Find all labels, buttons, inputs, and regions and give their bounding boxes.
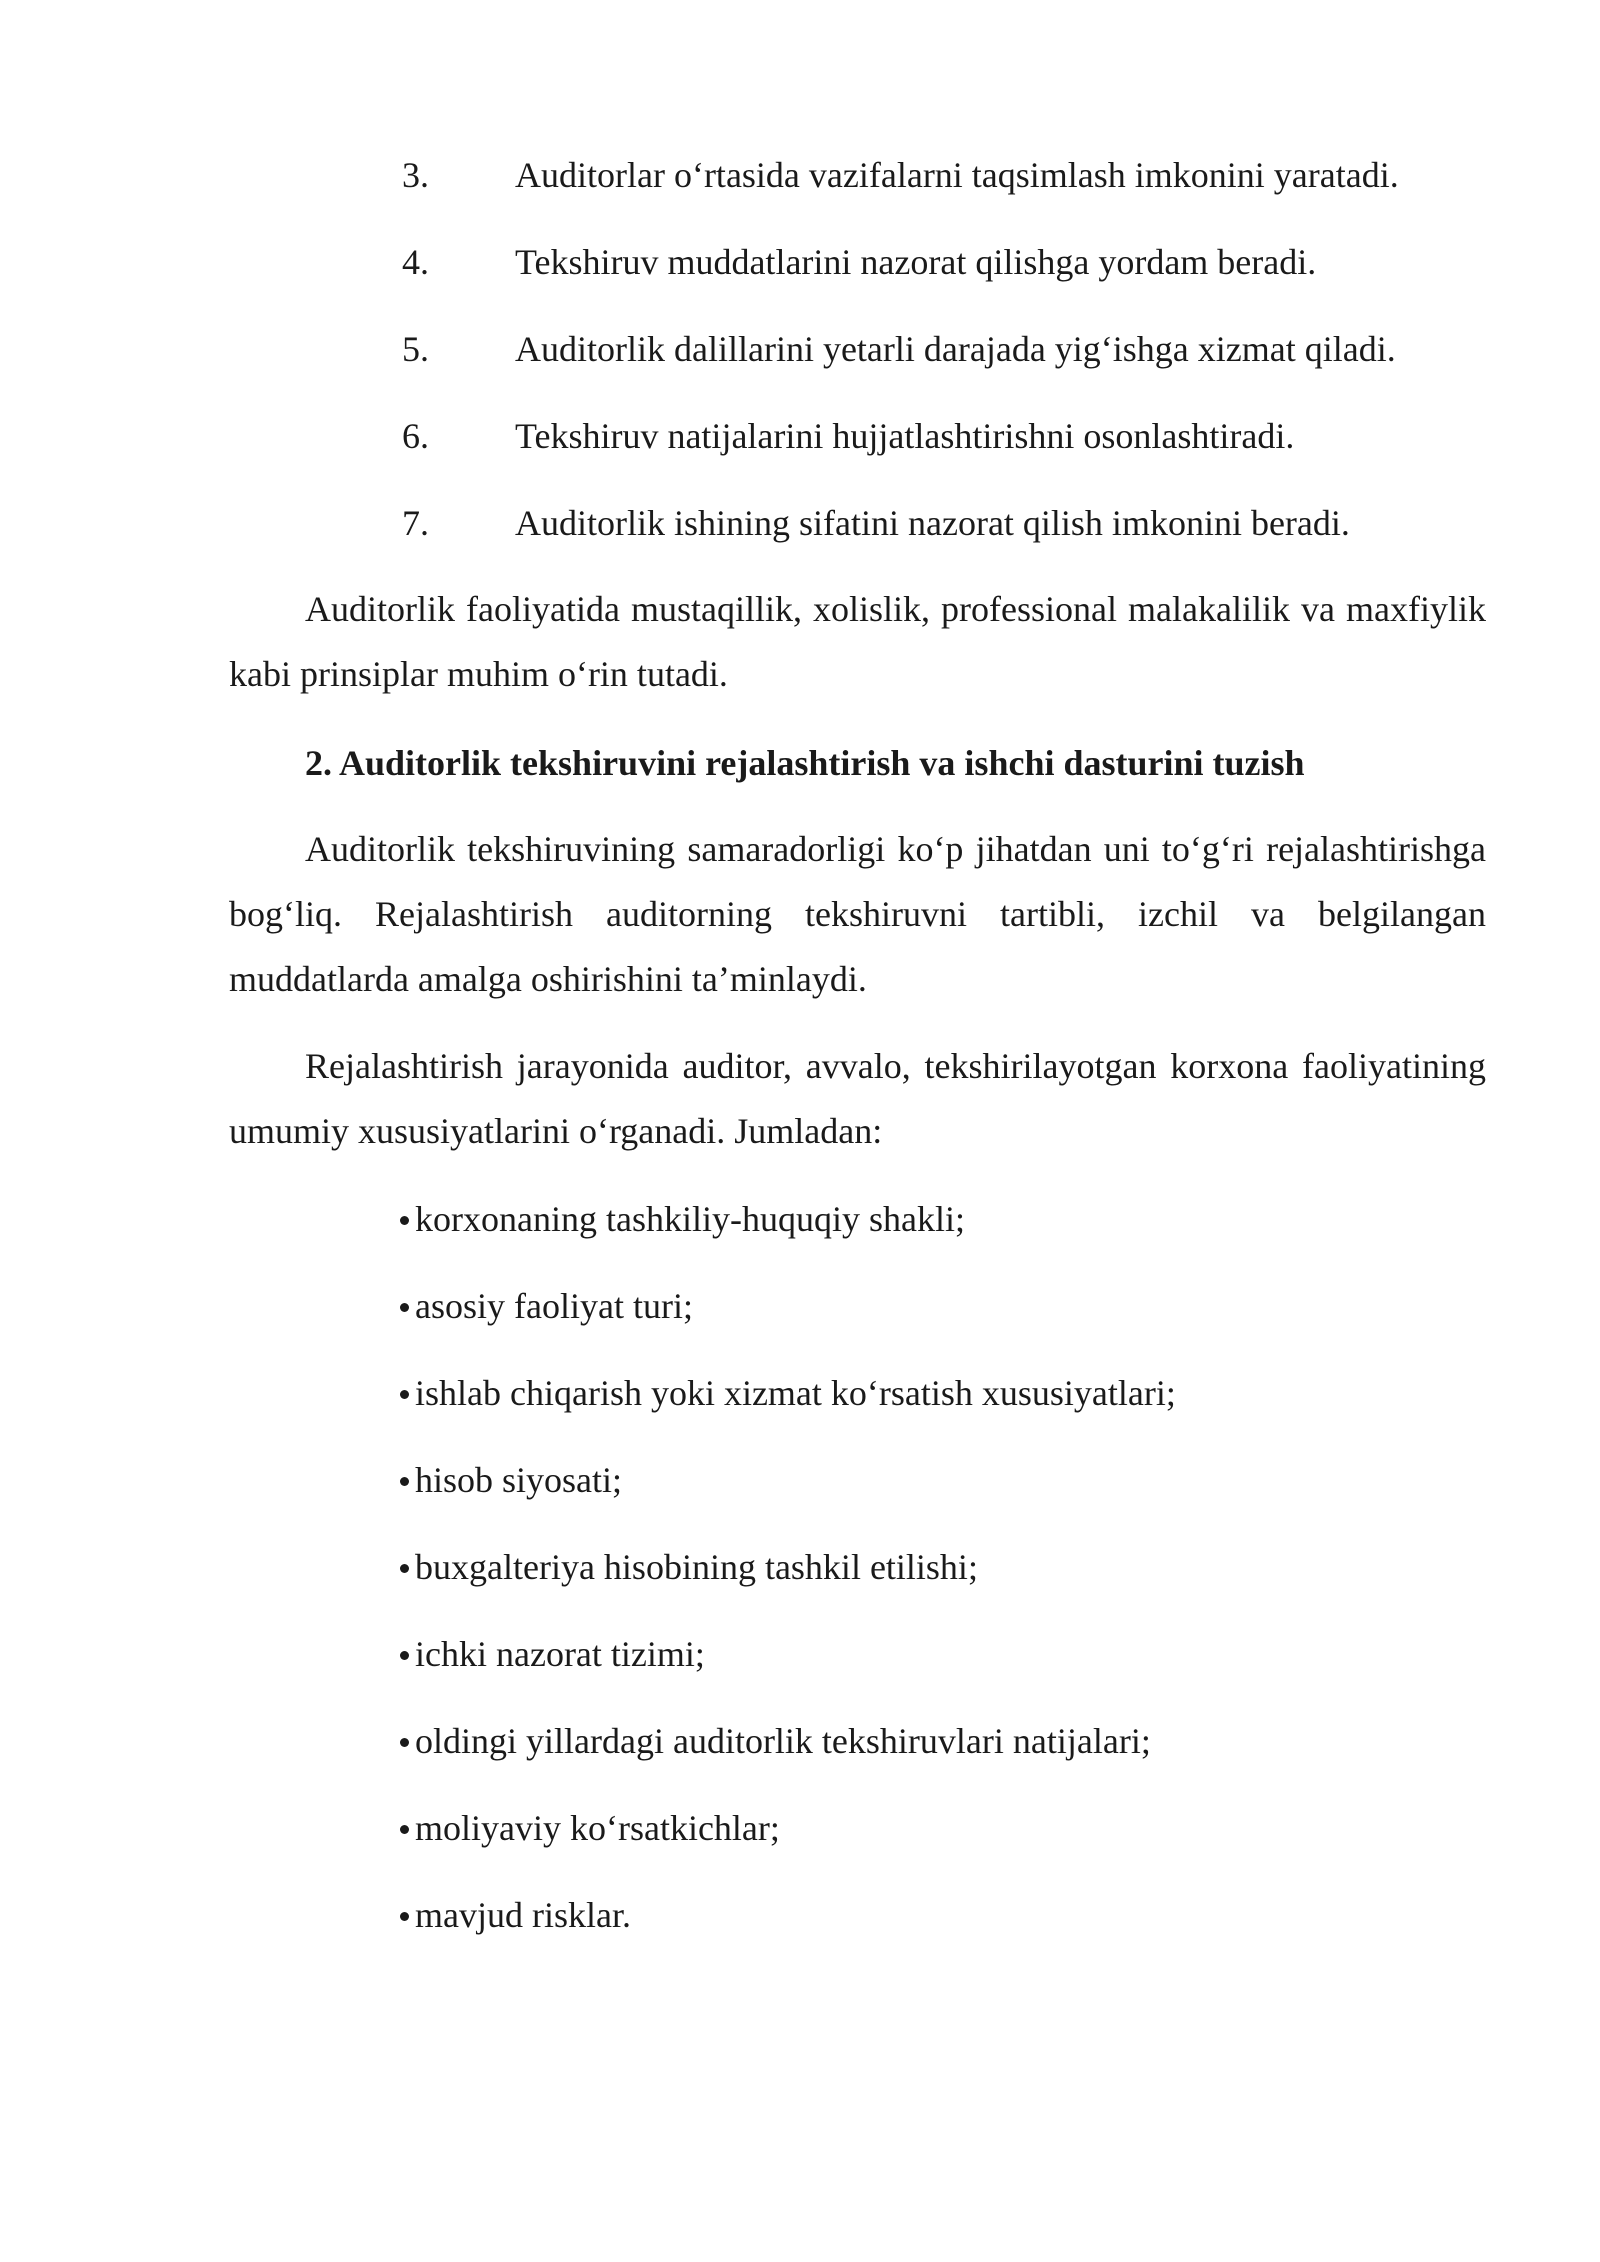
section-heading: 2. Auditorlik tekshiruvini rejalashtirish va ishchi dasturini tuzish bbox=[305, 743, 1305, 783]
list-item bbox=[400, 1545, 1400, 1589]
bullet-icon bbox=[400, 1477, 409, 1486]
list-item bbox=[400, 1632, 1400, 1676]
bullet-icon bbox=[400, 1303, 409, 1312]
bullet-icon bbox=[400, 1738, 409, 1747]
list-item bbox=[400, 1371, 1400, 1415]
list-item-text: hisob siyosati; bbox=[415, 1460, 623, 1500]
item-number: 6. bbox=[402, 416, 429, 456]
list-item-text: buxgalteriya hisobining tashkil etilishi; bbox=[415, 1547, 978, 1587]
paragraph-planning: Auditorlik tekshiruvining samaradorligi ko‘p jihatdan uni to‘g‘ri rejalashtirishga bog‘liq. Rejalashtirish auditorning tekshiruvni tartibli, izchil va belgilangan muddatlarda amalga oshirishini ta’minlaydi. bbox=[229, 829, 1486, 999]
list-item-text: asosiy faoliyat turi; bbox=[415, 1286, 693, 1326]
item-text: Tekshiruv muddatlarini nazorat qilishga yordam beradi. bbox=[515, 242, 1317, 282]
item-number: 4. bbox=[402, 242, 429, 282]
item-text: Auditorlik ishining sifatini nazorat qilish imkonini beradi. bbox=[515, 503, 1350, 543]
item-text: Auditorlik dalillarini yetarli darajada yig‘ishga xizmat qiladi. bbox=[515, 329, 1396, 369]
item-number: 5. bbox=[402, 329, 429, 369]
numbered-item bbox=[0, 240, 1600, 284]
list-item-text: moliyaviy ko‘rsatkichlar; bbox=[415, 1808, 780, 1848]
paragraph-process: Rejalashtirish jarayonida auditor, avvalo, tekshirilayotgan korxona faoliyatining umumiy xususiyatlarini o‘rganadi. Jumladan: bbox=[229, 1046, 1486, 1151]
bullet-icon bbox=[400, 1825, 409, 1834]
numbered-item bbox=[0, 501, 1600, 545]
paragraph-principles: Auditorlik faoliyatida mustaqillik, xolislik, professional malakalilik va maxfiylik kabi prinsiplar muhim o‘rin tutadi. bbox=[229, 589, 1486, 694]
list-item bbox=[400, 1197, 1400, 1241]
numbered-item bbox=[0, 327, 1600, 371]
list-item-text: korxonaning tashkiliy-huquqiy shakli; bbox=[415, 1199, 965, 1239]
list-item bbox=[400, 1893, 1400, 1937]
bullet-icon bbox=[400, 1564, 409, 1573]
list-item bbox=[400, 1284, 1400, 1328]
list-item bbox=[400, 1719, 1400, 1763]
numbered-item bbox=[0, 414, 1600, 458]
numbered-item bbox=[0, 153, 1600, 197]
list-item bbox=[400, 1458, 1400, 1502]
item-text: Auditorlar o‘rtasida vazifalarni taqsimlash imkonini yaratadi. bbox=[515, 155, 1399, 195]
list-item-text: mavjud risklar. bbox=[415, 1895, 631, 1935]
list-item-text: oldingi yillardagi auditorlik tekshiruvlari natijalari; bbox=[415, 1721, 1151, 1761]
list-item-text: ishlab chiqarish yoki xizmat ko‘rsatish xususiyatlari; bbox=[415, 1373, 1176, 1413]
item-text: Tekshiruv natijalarini hujjatlashtirishni osonlashtiradi. bbox=[515, 416, 1295, 456]
bullet-icon bbox=[400, 1651, 409, 1660]
bullet-icon bbox=[400, 1390, 409, 1399]
list-item-text: ichki nazorat tizimi; bbox=[415, 1634, 705, 1674]
item-number: 3. bbox=[402, 155, 429, 195]
bullet-icon bbox=[400, 1216, 409, 1225]
bullet-icon bbox=[400, 1912, 409, 1921]
item-number: 7. bbox=[402, 503, 429, 543]
list-item bbox=[400, 1806, 1400, 1850]
